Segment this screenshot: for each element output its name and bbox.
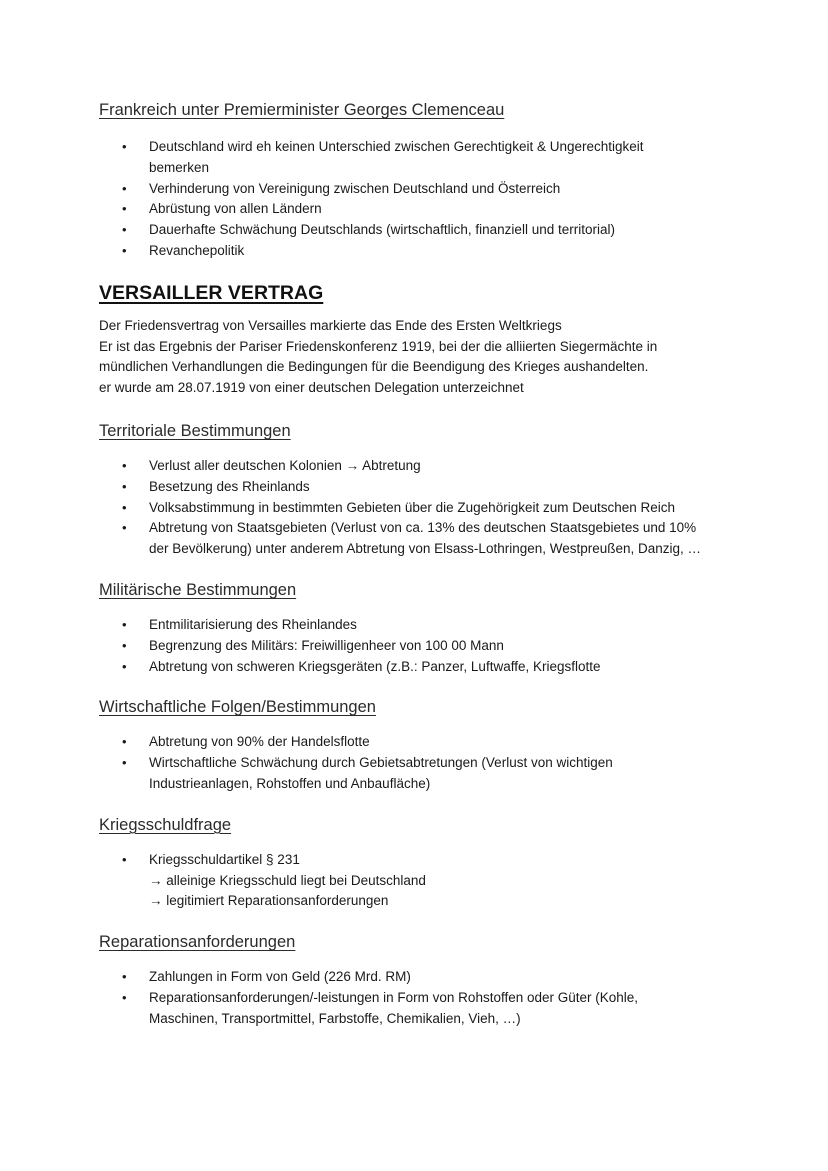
bullet-icon: •: [122, 201, 127, 217]
heading-economic: Wirtschaftliche Folgen/Bestimmungen: [99, 698, 376, 717]
list-item: • Volksabstimmung in bestimmten Gebieten über die Zugehörigkeit zum Deutschen Reich: [99, 498, 739, 519]
list-item: • Kriegsschuldartikel § 231 → alleinige Kriegsschuld liegt bei Deutschland → legitimiert Reparationsanforderungen: [99, 850, 739, 912]
list-item: • Abtretung von schweren Kriegsgeräten (z.B.: Panzer, Luftwaffe, Kriegsflotte: [99, 657, 739, 678]
bullet-icon: •: [122, 139, 127, 154]
list-item: • Wirtschaftliche Schwächung durch Gebietsabtretungen (Verlust von wichtigen Industrieanlagen, Rohstoffen und Anbaufläche): [122, 755, 613, 791]
bullet-icon: •: [122, 222, 127, 238]
intro-paragraph: Der Friedensvertrag von Versailles markierte das Ende des Ersten Weltkriegs Er ist das Ergebnis der Pariser Friedenskonferenz 1919, bei der die alliierten Siegermächte in mündlichen Verhandlungen die Bedingungen für die Beendigung des Krieges aushandelten. er wurde am 28.07.1919 von einer deutschen Delegation unterzeichnet: [99, 317, 658, 396]
heading-reparations: Reparationsanforderungen: [99, 933, 296, 952]
document-content: [99, 98, 739, 1030]
list-item: • Besetzung des Rheinlands: [99, 477, 739, 498]
list-item: • Zahlungen in Form von Geld (226 Mrd. RM): [99, 967, 739, 988]
list-item: • Revanchepolitik: [99, 241, 739, 262]
bullet-icon: •: [122, 616, 127, 632]
list-reparations: [99, 967, 739, 1029]
bullet-icon: •: [122, 180, 127, 196]
list-item: • Abtretung von 90% der Handelsflotte: [99, 732, 739, 753]
bullet-icon: •: [122, 520, 127, 536]
arrow-line: → legitimiert Reparationsanforderungen: [149, 893, 389, 909]
list-economic: [99, 732, 739, 794]
list-item: • Dauerhafte Schwächung Deutschlands (wirtschaftlich, finanziell und territorial): [99, 220, 739, 241]
list-item: • Entmilitarisierung des Rheinlandes: [99, 615, 739, 636]
bullet-icon: •: [122, 989, 127, 1005]
bullet-icon: •: [122, 478, 127, 494]
list-item: • Deutschland wird eh keinen Unterschied zwischen Gerechtigkeit & Ungerechtigkeit bemerken: [122, 139, 644, 175]
list-item: • Verhinderung von Vereinigung zwischen Deutschland und Österreich: [99, 179, 739, 200]
list-item: • Abtretung von Staatsgebieten (Verlust von ca. 13% des deutschen Staatsgebietes und 10% der Bevölkerung) unter anderem Abtretung von Elsass-Lothringen, Westpreußen, Danzig, …: [122, 520, 702, 557]
heading-guilt: Kriegsschuldfrage: [99, 815, 232, 834]
arrow-line: → alleinige Kriegsschuld liegt bei Deutschland: [149, 872, 426, 888]
bullet-icon: •: [122, 457, 127, 473]
bullet-icon: •: [122, 658, 127, 674]
list-guilt: [99, 850, 739, 912]
heading-military: Militärische Bestimmungen: [99, 580, 297, 599]
list-frankreich: [99, 137, 739, 262]
bullet-icon: •: [122, 851, 127, 867]
list-item: • Begrenzung des Militärs: Freiwilligenheer von 100 00 Mann: [99, 636, 739, 657]
bullet-icon: •: [122, 499, 127, 515]
bullet-icon: •: [122, 734, 127, 750]
list-territorial: [99, 456, 739, 560]
bullet-icon: •: [122, 242, 127, 258]
main-title: VERSAILLER VERTRAG: [99, 281, 324, 304]
heading-frankreich: Frankreich unter Premierminister Georges Clemenceau: [99, 101, 505, 119]
bullet-icon: •: [122, 637, 127, 653]
list-item: • Abrüstung von allen Ländern: [99, 199, 739, 220]
bullet-icon: •: [122, 755, 127, 771]
list-item: • Verlust aller deutschen Kolonien → Abtretung: [99, 456, 739, 477]
bullet-icon: •: [122, 969, 127, 985]
list-military: [99, 615, 739, 677]
list-item: • Reparationsanforderungen/-leistungen in Form von Rohstoffen oder Güter (Kohle, Maschinen, Transportmittel, Farbstoffe, Chemikalien, Vieh, …): [122, 989, 639, 1026]
heading-territorial: Territoriale Bestimmungen: [99, 421, 291, 440]
